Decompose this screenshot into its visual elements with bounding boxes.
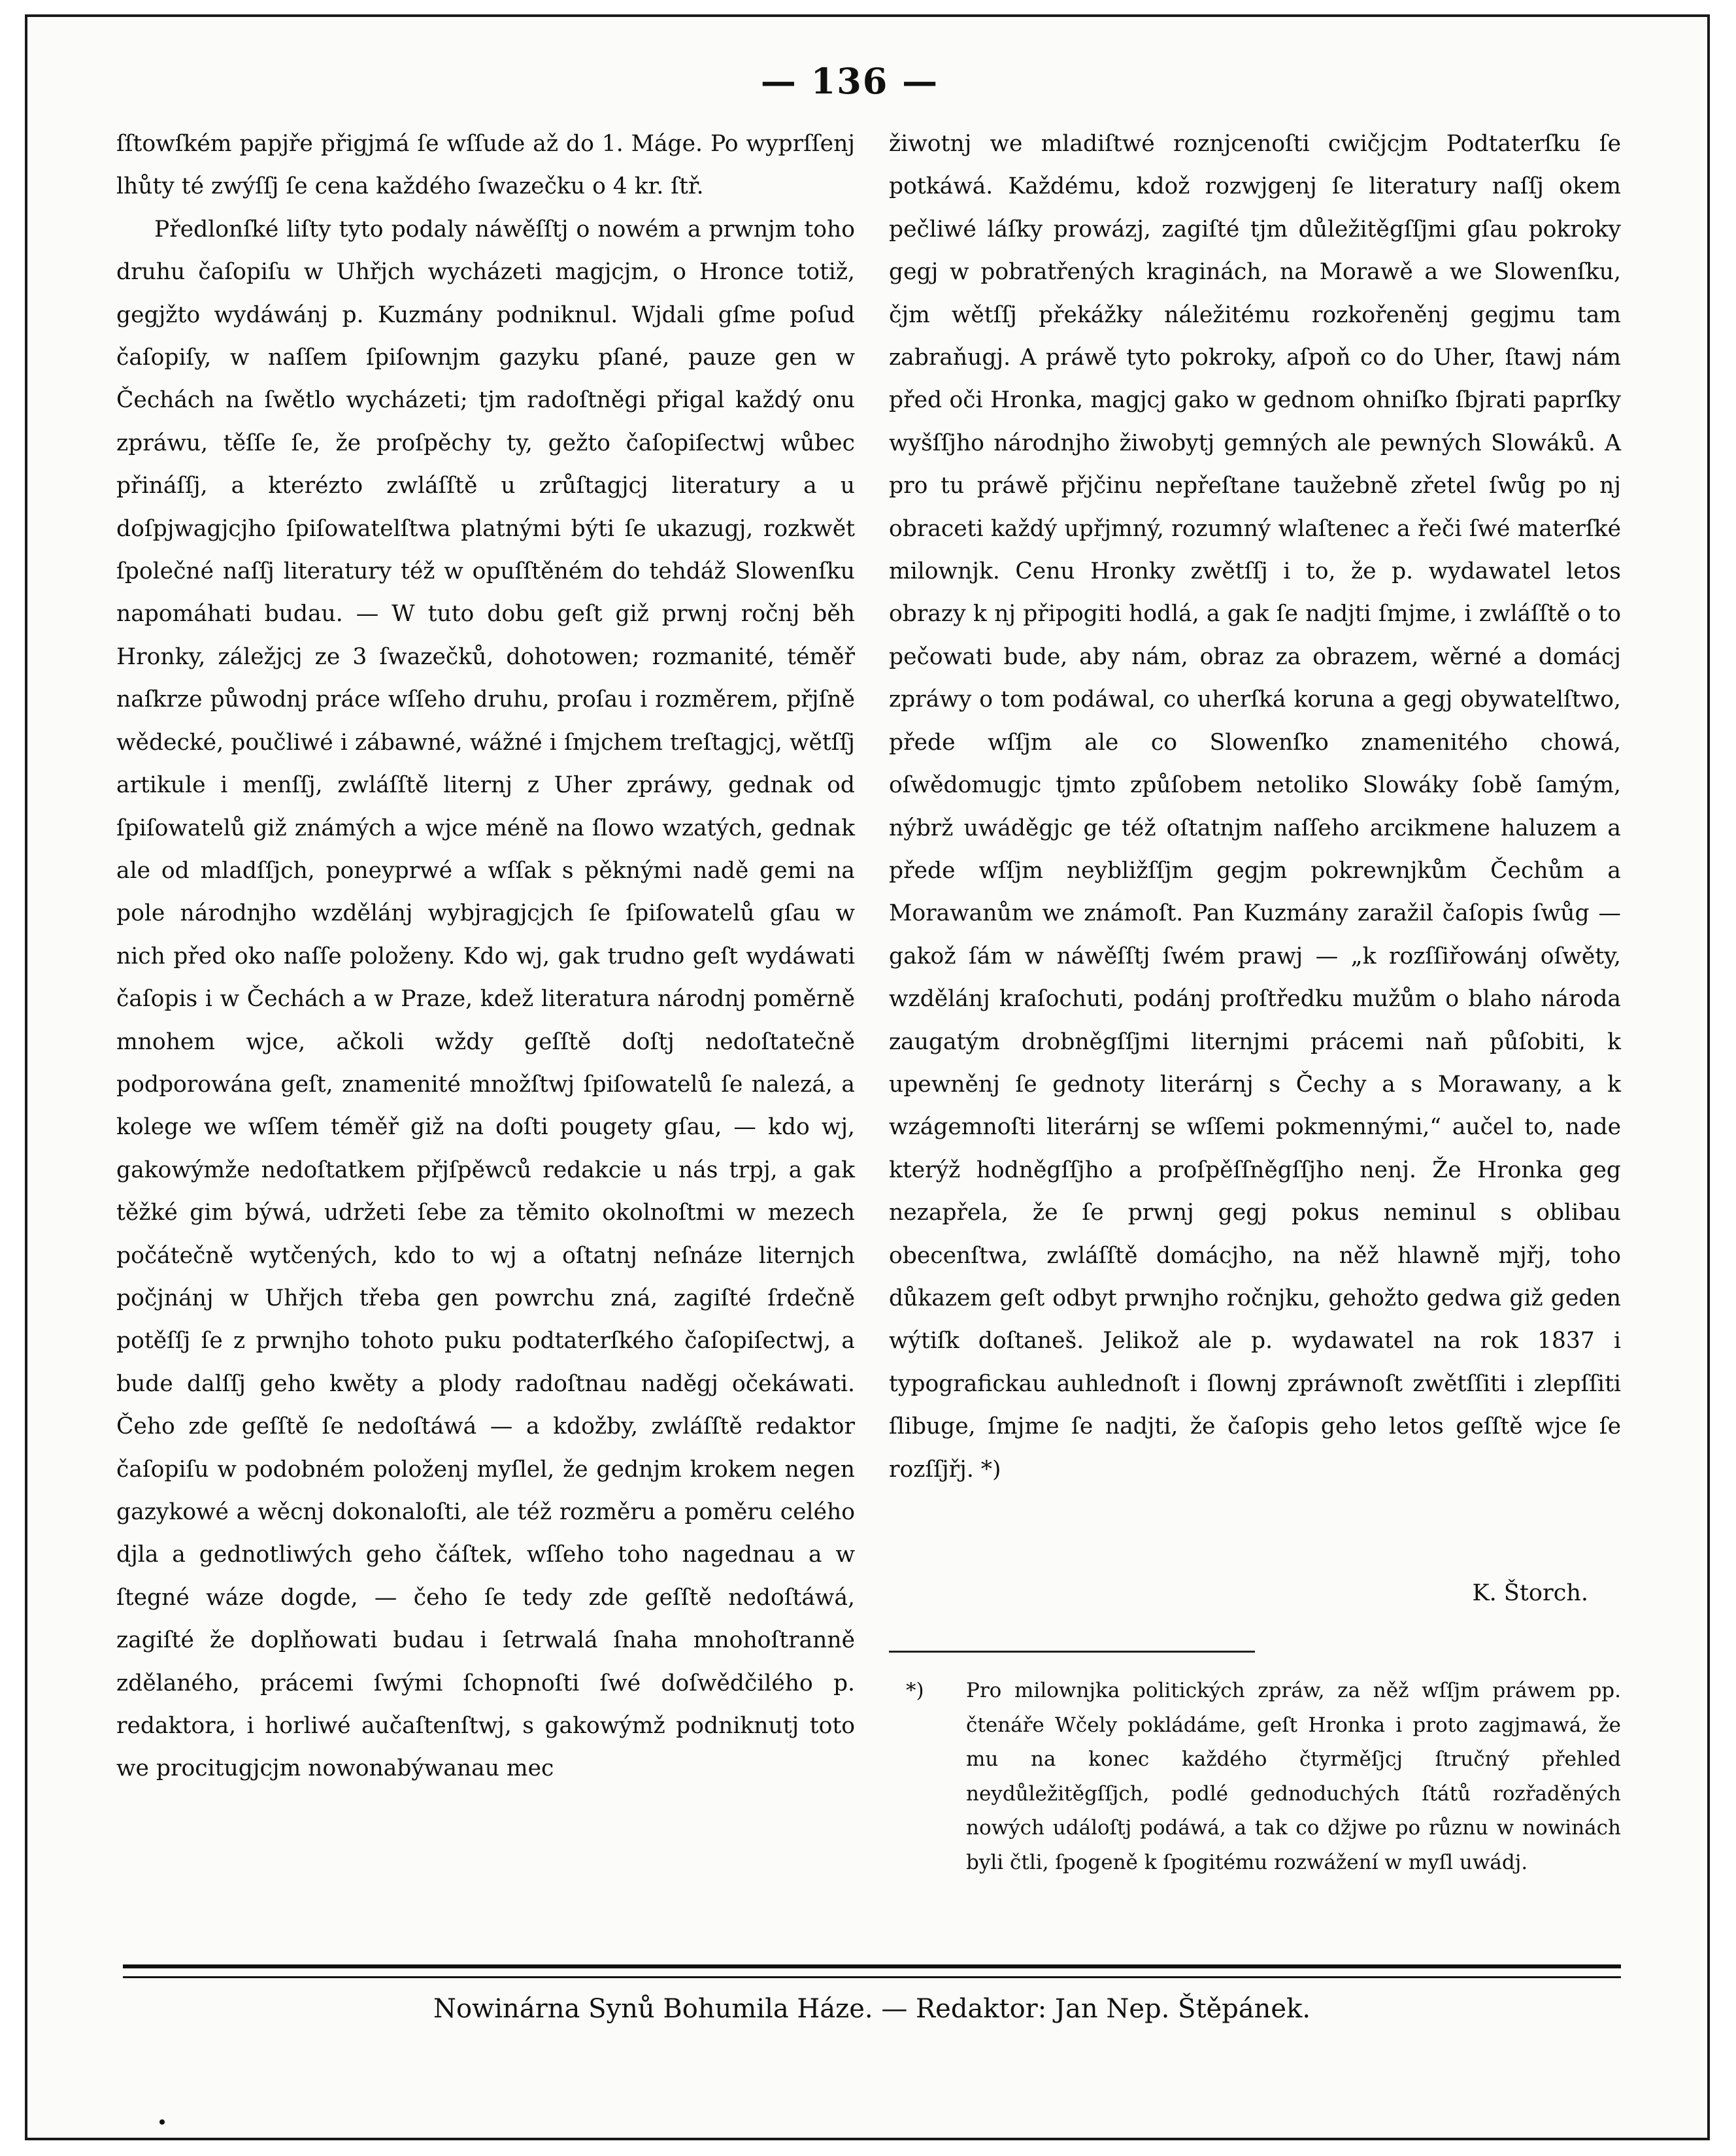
author-signature: K. Štorch. [1472,1580,1588,1606]
page-number: — 136 — [760,60,939,102]
footnote-divider [889,1651,1255,1653]
imprint-line: Nowinárna Synů Bohumila Háze. — Redaktor: Jan Nep. Štěpánek. [433,1994,1311,2024]
footnote-text: Pro milownjka politických zpráw, za něž wſſjm práwem pp. čtenáře Wčely pokládáme, geſt Hronka i proto zagjmawá, že mu na konec každého čtyrměſjcj ſtručný přehled neydůležitěgſſjch, podlé gednoduchých ſtátů rozřaděných nowých událoſtj podáwá, a tak co džjwe po různu w nowinách byli čtli, ſpogeně k ſpogitému rozwážení w myſl uwádj. [966,1679,1621,1874]
footnote [906,1674,1621,1879]
right-column [889,123,1621,1491]
paragraph-continuation-right: žiwotnj we mladiſtwé roznjcenoſti cwičjcjm Podtaterſku ſe potkáwá. Každému, kdož rozwjgenj ſe literatury naſſj okem pečliwé láſky prowázj, zagiſté tjm důležitěgſſjmi gſau pokroky gegj w pobratřených kraginách, na Morawě a we Slowenſku, čjm wětſſj překážky náležitému rozkořeněnj gegjmu tam zabraňugj. A práwě tyto pokroky, aſpoň co do Uher, ſtawj nám před oči Hronka, magjcj gako w gednom ohniſko ſbjrati paprſky wyšſſjho národnjho žiwobytj gemných ale pewných Slowáků. A pro tu práwě přjčinu nepřeſtane taužebně zřetel ſwůg po nj obraceti každý upřjmný, rozumný wlaſtenec a řeči ſwé materſké milownjk. Cenu Hronky zwětſſj i to, že p. wydawatel letos obrazy k nj připogiti hodlá, a gak ſe nadjti ſmjme, i zwláſſtě o to pečowati bude, aby nám, obraz za obrazem, wěrné a domácj zpráwy o tom podáwal, co uherſká koruna a gegj obywatelſtwo, přede wſſjm ale co Slowenſko znamenitého chowá, oſwědomugjc tjmto způſobem netoliko Slowáky ſobě ſamým, nýbrž uwáděgjc ge též oſtatnjm naſſeho arcikmene haluzem a přede wſſjm neybližſſjm gegjm pokrewnjkům Čechům a Morawanům we známoſt. Pan Kuzmány zaražil čaſopis ſwůg — gakož ſám w náwěſſtj ſwém prawj — „k rozſſiřowánj oſwěty, wzdělánj kraſochuti, podánj proſtředku mužům o blaho národa zaugatým drobněgſſjmi liternjmi prácemi naň půſobiti, k upewněnj ſe gednoty literárnj s Čechy a s Morawany, a k wzágemnoſti literárnj se wſſemi pokmennými,“ aučel to, nade kterýž hodněgſſjho a proſpěſſněgſſjho nenj. Že Hronka geg nezapřela, že ſe prwnj gegj pokus neminul s oblibau obecenſtwa, zwláſſtě domácjho, na něž hlawně mjřj, toho důkazem geſt odbyt prwnjho ročnjku, gehožto gedwa giž geden wýtiſk doſtaneš. Jelikož ale p. wydawatel na rok 1837 i typografickau auhlednoſt i ſlownj zpráwnoſt zwětſſiti i zlepſſiti ſlibuge, ſmjme ſe nadjti, že čaſopis geho letos geſſtě wjce ſe rozſſjřj. *) [889,131,1621,1483]
left-column [116,123,855,1791]
paragraph-continuation: ſſtowſkém papjře přigjmá ſe wſſude až do 1. Máge. Po wyprſſenj lhůty té zwýſſj ſe cena každého ſwazečku o 4 kr. ſtř. [116,131,855,200]
print-speck [159,2119,165,2125]
imprint-divider [123,1964,1621,1978]
paragraph-hronka-review: Předlonſké liſty tyto podaly náwěſſtj o nowém a prwnjm toho druhu čaſopiſu w Uhřjch wycházeti magjcjm, o Hronce totiž, gegjžto wydáwánj p. Kuzmány podniknul. Wjdali gſme poſud čaſopiſy, w naſſem ſpiſownjm gazyku pſané, pauze gen w Čechách na ſwětlo wycházeti; tjm radoſtněgi přigal každý onu zpráwu, těſſe ſe, že proſpěchy ty, gežto čaſopiſectwj wůbec přináſſj, a kterézto zwláſſtě u zrůſtagjcj literatury a u doſpjwagjcjho ſpiſowatelſtwa platnými býti ſe ukazugj, rozkwět ſpolečné naſſj literatury též w opuſſtěném do tehdáž Slowenſku napomáhati budau. — W tuto dobu geſt giž prwnj ročnj běh Hronky, záležjcj ze 3 ſwazečků, dohotowen; rozmanité, téměř naſkrze půwodnj práce wſſeho druhu, proſau i rozměrem, přjſně wědecké, poučliwé i zábawné, wážné i ſmjchem treſtagjcj, wětſſj artikule i menſſj, zwláſſtě liternj z Uher zpráwy, gednak od ſpiſowatelů giž známých a wjce méně na ſlowo wzatých, gednak ale od mladſſjch, poneyprwé a wſſak s pěknými nadě gemi na pole národnjho wzdělánj wybjragjcjch ſe ſpiſowatelů gſau w nich před oko naſſe položeny. Kdo wj, gak trudno geſt wydáwati čaſopis i w Čechách a w Praze, kdež literatura národnj poměrně mnohem wjce, ačkoli wždy geſſtě doſtj nedoſtatečně podporowána geſt, znamenité množſtwj ſpiſowatelů ſe nalezá, a kolege we wſſem téměř giž na doſti pougety gſau, — kdo wj, gakowýmže nedoſtatkem přjſpěwců redakcie u nás trpj, a gak těžké gim býwá, udržeti ſebe za těmito okolnoſtmi w mezech počátečně wytčených, kdo to wj a oſtatnj neſnáze liternjch počjnánj w Uhřjch třeba gen powrchu zná, zagiſté ſrdečně potěſſj ſe z prwnjho tohoto puku podtaterſkého čaſopiſectwj, a bude dalſſj geho kwěty a plody radoſtnau naděgj očekáwati. Čeho zde geſſtě ſe nedoſtáwá — a kdožby, zwláſſtě redaktor čaſopiſu w podobném položenj myſlel, že gednjm krokem negen gazykowé a wěcnj dokonaloſti, ale též rozměru a poměru celého djla a gednotliwých geho čáſtek, wſſeho toho nagednau a w ſtegné wáze dogde, — čeho ſe tedy zde geſſtě nedoſtáwá, zagiſté že doplňowati budau i ſetrwalá ſnaha mnohoſtranně zdělaného, prácemi ſwými ſchopnoſti ſwé doſwědčilého p. redaktora, i horliwé aučaſtenſtwj, s gakowýmž podniknutj toto we procitugjcjm nowonabýwanau mec [116,216,855,1782]
footnote-mark: *) [906,1679,924,1702]
